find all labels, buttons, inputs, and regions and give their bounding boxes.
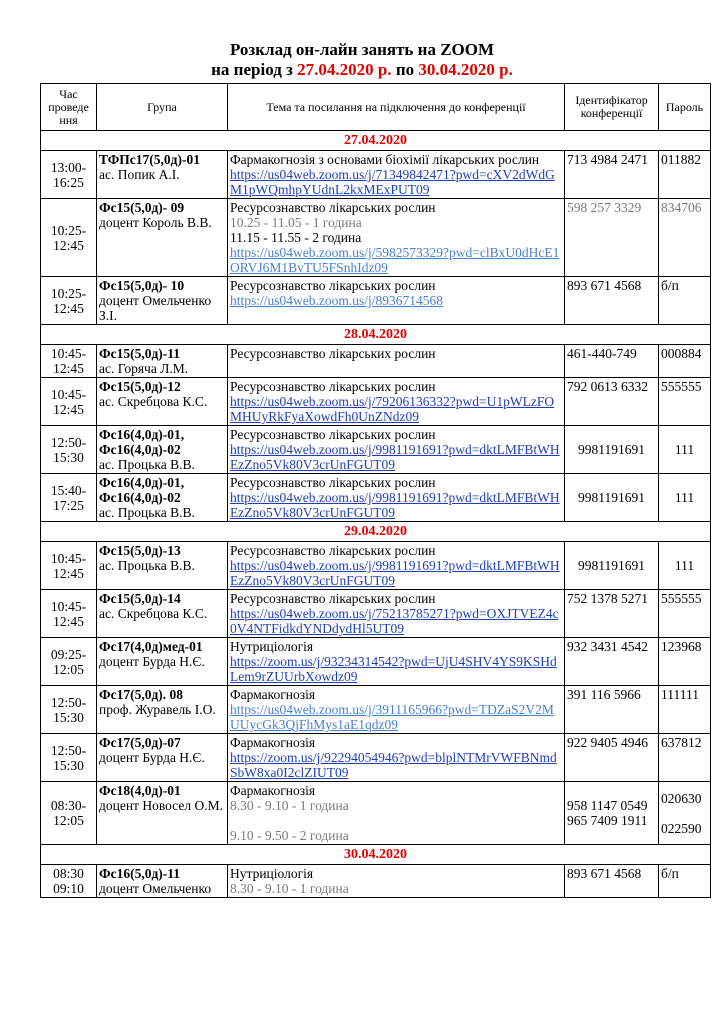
date-from: 27.04.2020 р. — [297, 60, 392, 79]
schedule-table — [40, 83, 711, 898]
group-cell — [97, 638, 228, 686]
conf-id-cell — [565, 638, 659, 686]
date-row — [41, 325, 711, 345]
table-row — [41, 590, 711, 638]
table-row — [41, 378, 711, 426]
zoom-link[interactable]: https://us04web.zoom.us/j/5982573329?pwd=clBxU0dHcE1ORVJ6M1BvTU5FSnhIdz09 — [230, 245, 560, 275]
teacher-name: доцент Новосел О.М. — [99, 798, 223, 813]
zoom-link[interactable]: https://us04web.zoom.us/j/9981191691?pwd=dktLMFBtWHEzZno5Vk80V3crUnFGUT09 — [230, 442, 560, 472]
topic-cell — [228, 345, 565, 378]
topic-title: Ресурсознавство лікарських рослин — [230, 200, 436, 215]
conf-id: 893 671 4568 — [567, 278, 642, 293]
date-row — [41, 522, 711, 542]
time-note: 9.10 - 9.50 - 2 година — [230, 828, 349, 843]
password-cell — [659, 686, 711, 734]
topic-cell — [228, 782, 565, 845]
header-topic: Тема та посилання на підключення до конференції — [228, 84, 565, 131]
time-cell: 12:50- 15:30 — [41, 426, 97, 474]
password-cell — [659, 638, 711, 686]
conf-id-cell — [565, 686, 659, 734]
table-row — [41, 865, 711, 898]
date-row — [41, 131, 711, 151]
conf-id: 792 0613 6332 — [567, 379, 648, 394]
title-line2 — [0, 60, 724, 80]
conf-id-cell — [565, 378, 659, 426]
conf-id-cell — [565, 865, 659, 898]
topic-title: Фармакогнозія з основами біохімії лікарських рослин — [230, 152, 540, 167]
topic-title: Ресурсознавство лікарських рослин — [230, 543, 436, 558]
password: 020630 — [661, 790, 702, 806]
time-cell: 10:45- 12:45 — [41, 345, 97, 378]
group-cell — [97, 686, 228, 734]
table-row — [41, 782, 711, 845]
time-cell: 12:50- 15:30 — [41, 686, 97, 734]
group-cell — [97, 199, 228, 277]
time-note: 10.25 - 11.05 - 1 година — [230, 215, 362, 230]
group-code: Фс16(4,0д)-02 — [99, 490, 181, 505]
group-cell — [97, 734, 228, 782]
time-cell: 12:50- 15:30 — [41, 734, 97, 782]
password: 022590 — [661, 820, 702, 836]
zoom-link[interactable]: https://us04web.zoom.us/j/3911165966?pwd=TDZaS2V2MUUycGk3QjFhMys1aE1qdz09 — [230, 702, 554, 732]
teacher-name: ас. Горяча Л.М. — [99, 361, 189, 376]
table-row — [41, 151, 711, 199]
table-row — [41, 277, 711, 325]
password: 555555 — [661, 591, 702, 606]
group-code: Фс15(5,0д)-11 — [99, 346, 181, 361]
conf-id: 9981191691 — [578, 442, 645, 457]
conf-id-cell — [565, 151, 659, 199]
topic-title: Ресурсознавство лікарських рослин — [230, 278, 436, 293]
title-mid: по — [391, 60, 419, 79]
conf-id: 932 3431 4542 — [567, 639, 648, 654]
header-conf-id: Ідентифікатор конференції — [565, 84, 659, 131]
time-note: 8.30 - 9.10 - 1 година — [230, 798, 349, 813]
password-cell — [659, 590, 711, 638]
password: 123968 — [661, 639, 702, 654]
table-row — [41, 474, 711, 522]
table-row — [41, 426, 711, 474]
conf-id: 9981191691 — [578, 490, 645, 505]
schedule-body — [41, 131, 711, 898]
conf-id-cell — [565, 734, 659, 782]
group-code: Фс17(4,0д)мед-01 — [99, 639, 203, 654]
topic-title: Фармакогнозія — [230, 735, 316, 750]
topic-cell — [228, 199, 565, 277]
conf-id: 598 257 3329 — [567, 200, 642, 215]
teacher-name: ас. Скребцова К.С. — [99, 606, 208, 621]
conf-id: 9981191691 — [578, 558, 645, 573]
time-cell: 10:45- 12:45 — [41, 378, 97, 426]
topic-cell — [228, 542, 565, 590]
teacher-name: ас. Процька В.В. — [99, 558, 195, 573]
group-cell — [97, 426, 228, 474]
teacher-name: ас. Скребцова К.С. — [99, 394, 208, 409]
group-cell — [97, 345, 228, 378]
zoom-link[interactable]: https://us04web.zoom.us/j/75213785271?pwd=OXJTVEZ4c0V4NTFidkdYNDdydHl5UT09 — [230, 606, 559, 636]
time-cell: 15:40- 17:25 — [41, 474, 97, 522]
conf-id: 965 7409 1911 — [567, 813, 648, 828]
password: б/п — [661, 866, 679, 881]
topic-cell — [228, 734, 565, 782]
table-row — [41, 542, 711, 590]
group-cell — [97, 151, 228, 199]
table-row — [41, 734, 711, 782]
conf-id: 713 4984 2471 — [567, 152, 648, 167]
password-cell — [659, 865, 711, 898]
zoom-link[interactable]: https://us04web.zoom.us/j/9981191691?pwd=dktLMFBtWHEzZno5Vk80V3crUnFGUT09 — [230, 558, 560, 588]
topic-cell — [228, 151, 565, 199]
time-cell: 13:00- 16:25 — [41, 151, 97, 199]
table-row — [41, 199, 711, 277]
date-label: 29.04.2020 — [41, 522, 711, 542]
conf-id-cell — [565, 782, 659, 845]
conf-id: 893 671 4568 — [567, 866, 642, 881]
table-row — [41, 638, 711, 686]
password-cell — [659, 151, 711, 199]
password: 111 — [674, 558, 695, 573]
conf-id-cell — [565, 474, 659, 522]
title-line1: Розклад он-лайн занять на ZOOM — [229, 40, 495, 59]
conf-id: 752 1378 5271 — [567, 591, 648, 606]
teacher-name: доцент Бурда Н.Є. — [99, 750, 205, 765]
topic-cell — [228, 474, 565, 522]
header-password: Пароль — [659, 84, 711, 131]
password: 111111 — [661, 687, 699, 702]
date-label: 30.04.2020 — [41, 845, 711, 865]
time-note: 11.15 - 11.55 - 2 година — [230, 230, 362, 245]
title-prefix: на період з — [211, 60, 298, 79]
topic-title: Ресурсознавство лікарських рослин — [230, 427, 436, 442]
topic-cell — [228, 865, 565, 898]
group-code: Фс18(4,0д)-01 — [99, 783, 181, 798]
zoom-link[interactable]: https://us04web.zoom.us/j/79206136332?pwd=U1pWLzFOMHUyRkFyaXowdFh0UnZNdz09 — [230, 394, 555, 424]
zoom-link[interactable]: https://us04web.zoom.us/j/71349842471?pwd=cXV2dWdGM1pWQmhpYUdnL2kxMExPUT09 — [230, 167, 555, 197]
date-label: 27.04.2020 — [41, 131, 711, 151]
zoom-link[interactable]: https://us04web.zoom.us/j/9981191691?pwd=dktLMFBtWHEzZno5Vk80V3crUnFGUT09 — [230, 490, 560, 520]
topic-cell — [228, 590, 565, 638]
conf-id-cell — [565, 345, 659, 378]
group-cell — [97, 378, 228, 426]
conf-id-cell — [565, 426, 659, 474]
group-code: Фс15(5,0д)- 09 — [99, 200, 185, 215]
password: 011882 — [661, 152, 701, 167]
topic-title: Нутриціологія — [230, 866, 314, 881]
group-code: Фс15(5,0д)- 10 — [99, 278, 185, 293]
time-cell: 08:30 09:10 — [41, 865, 97, 898]
group-code: Фс17(5,0д). 08 — [99, 687, 184, 702]
password-cell — [659, 378, 711, 426]
conf-id: 461-440-749 — [567, 346, 637, 361]
topic-title: Нутриціологія — [230, 639, 314, 654]
topic-title: Ресурсознавство лікарських рослин — [230, 346, 436, 361]
conf-id: 391 116 5966 — [567, 687, 641, 702]
zoom-link[interactable]: https://zoom.us/j/92294054946?pwd=blplNTMrVWFBNmdSbW8xa0I2clZIUT09 — [230, 750, 557, 780]
header-row — [41, 84, 711, 131]
conf-id-cell — [565, 199, 659, 277]
group-code: Фс15(5,0д)-14 — [99, 591, 181, 606]
group-code: Фс16(4,0д)-02 — [99, 442, 181, 457]
teacher-name: проф. Журавель І.О. — [99, 702, 216, 717]
topic-title: Ресурсознавство лікарських рослин — [230, 591, 436, 606]
group-code: Фс16(4,0д)-01, — [99, 475, 185, 490]
conf-id-cell — [565, 542, 659, 590]
topic-cell — [228, 686, 565, 734]
time-cell: 10:25- 12:45 — [41, 277, 97, 325]
teacher-name: доцент Бурда Н.Є. — [99, 654, 205, 669]
date-label: 28.04.2020 — [41, 325, 711, 345]
topic-title: Ресурсознавство лікарських рослин — [230, 475, 436, 490]
spacer — [230, 813, 562, 828]
conf-id-cell — [565, 590, 659, 638]
time-cell: 09:25- 12:05 — [41, 638, 97, 686]
password: 555555 — [661, 379, 702, 394]
password-cell — [659, 426, 711, 474]
password-cell — [659, 199, 711, 277]
teacher-name: доцент Король В.В. — [99, 215, 212, 230]
time-cell: 10:45- 12:45 — [41, 590, 97, 638]
conf-id-cell — [565, 277, 659, 325]
time-cell: 10:25- 12:45 — [41, 199, 97, 277]
password-cell — [659, 474, 711, 522]
table-row — [41, 686, 711, 734]
date-to: 30.04.2020 р. — [418, 60, 513, 79]
group-cell — [97, 277, 228, 325]
password-cell — [659, 734, 711, 782]
conf-id: 922 9405 4946 — [567, 735, 648, 750]
topic-cell — [228, 277, 565, 325]
topic-cell — [228, 426, 565, 474]
time-cell: 10:45- 12:45 — [41, 542, 97, 590]
group-cell — [97, 542, 228, 590]
date-row — [41, 845, 711, 865]
group-cell — [97, 865, 228, 898]
topic-cell — [228, 638, 565, 686]
password-cell — [659, 345, 711, 378]
group-cell — [97, 782, 228, 845]
conf-id: 958 1147 0549 — [567, 798, 648, 813]
password: 834706 — [661, 200, 702, 215]
teacher-name: ас. Процька В.В. — [99, 505, 195, 520]
group-code: Фс15(5,0д)-13 — [99, 543, 181, 558]
zoom-link[interactable]: https://us04web.zoom.us/j/8936714568 — [230, 293, 444, 308]
password-cell — [659, 542, 711, 590]
group-cell — [97, 590, 228, 638]
page-title — [0, 40, 724, 80]
group-code: Фс16(5,0д)-11 — [99, 866, 181, 881]
teacher-name: ас. Попик А.І. — [99, 167, 180, 182]
topic-cell — [228, 378, 565, 426]
teacher-name: доцент Омельченко З.І. — [99, 293, 212, 323]
zoom-link[interactable]: https://zoom.us/j/93234314542?pwd=UjU4SHV4YS9KSHdLem9rZUUrbXowdz09 — [230, 654, 557, 684]
teacher-name: ас. Процька В.В. — [99, 457, 195, 472]
time-note: 8.30 - 9.10 - 1 година — [230, 881, 349, 896]
group-code: Фс16(4,0д)-01, — [99, 427, 185, 442]
group-code: ТФПс17(5,0д)-01 — [99, 152, 200, 167]
password: 111 — [674, 442, 695, 457]
teacher-name: доцент Омельченко — [99, 881, 212, 896]
group-code: Фс15(5,0д)-12 — [99, 379, 181, 394]
topic-title: Ресурсознавство лікарських рослин — [230, 379, 436, 394]
table-row — [41, 345, 711, 378]
topic-title: Фармакогнозія — [230, 783, 316, 798]
header-time: Час проведе ння — [41, 84, 97, 131]
password-cell — [659, 782, 711, 845]
password: 000884 — [661, 346, 702, 361]
password: 111 — [674, 490, 695, 505]
password: 637812 — [661, 735, 702, 750]
group-cell — [97, 474, 228, 522]
password-cell — [659, 277, 711, 325]
header-group: Група — [97, 84, 228, 131]
group-code: Фс17(5,0д)-07 — [99, 735, 181, 750]
time-cell: 08:30- 12:05 — [41, 782, 97, 845]
password: б/п — [661, 278, 679, 293]
topic-title: Фармакогнозія — [230, 687, 316, 702]
